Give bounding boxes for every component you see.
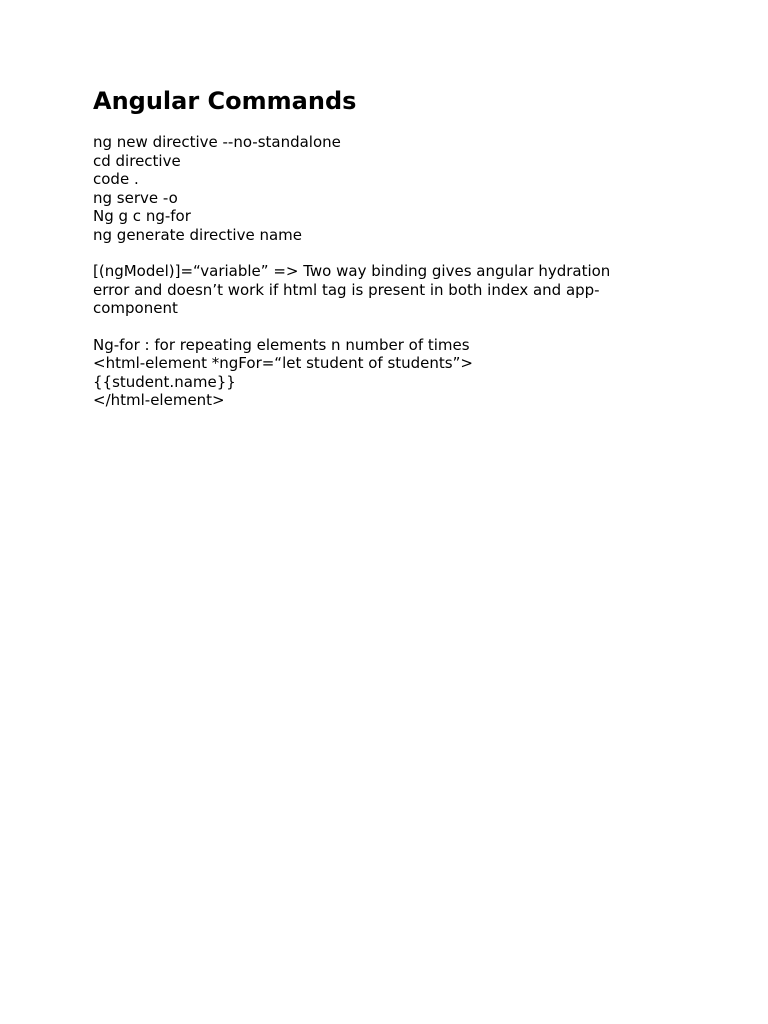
ngfor-note-line: Ng-for : for repeating elements n number of times: [93, 335, 470, 354]
command-line: Ng g c ng-for: [93, 207, 191, 225]
command-line: code .: [93, 170, 139, 188]
command-line: ng serve -o: [93, 188, 178, 207]
command-line: cd directive: [93, 151, 181, 170]
binding-note-line: [(ngModel)]=“variable” => Two way binding gives angular hydration: [93, 262, 611, 280]
document-title: Angular Commands: [93, 87, 357, 115]
commands-block: [93, 133, 693, 244]
binding-note-line: error and doesn’t work if html tag is present in both index and app-: [93, 280, 600, 299]
binding-note-line: component: [93, 299, 178, 317]
command-line: ng generate directive name: [93, 225, 302, 244]
binding-note-block: [93, 262, 693, 318]
ngfor-note-block: [93, 336, 693, 410]
ngfor-note-line: {{student.name}}: [93, 372, 236, 391]
document-page: [93, 84, 693, 428]
ngfor-note-line: </html-element>: [93, 391, 225, 409]
ngfor-note-line: <html-element *ngFor=“let student of students”>: [93, 354, 473, 372]
command-line: ng new directive --no-standalone: [93, 133, 341, 151]
